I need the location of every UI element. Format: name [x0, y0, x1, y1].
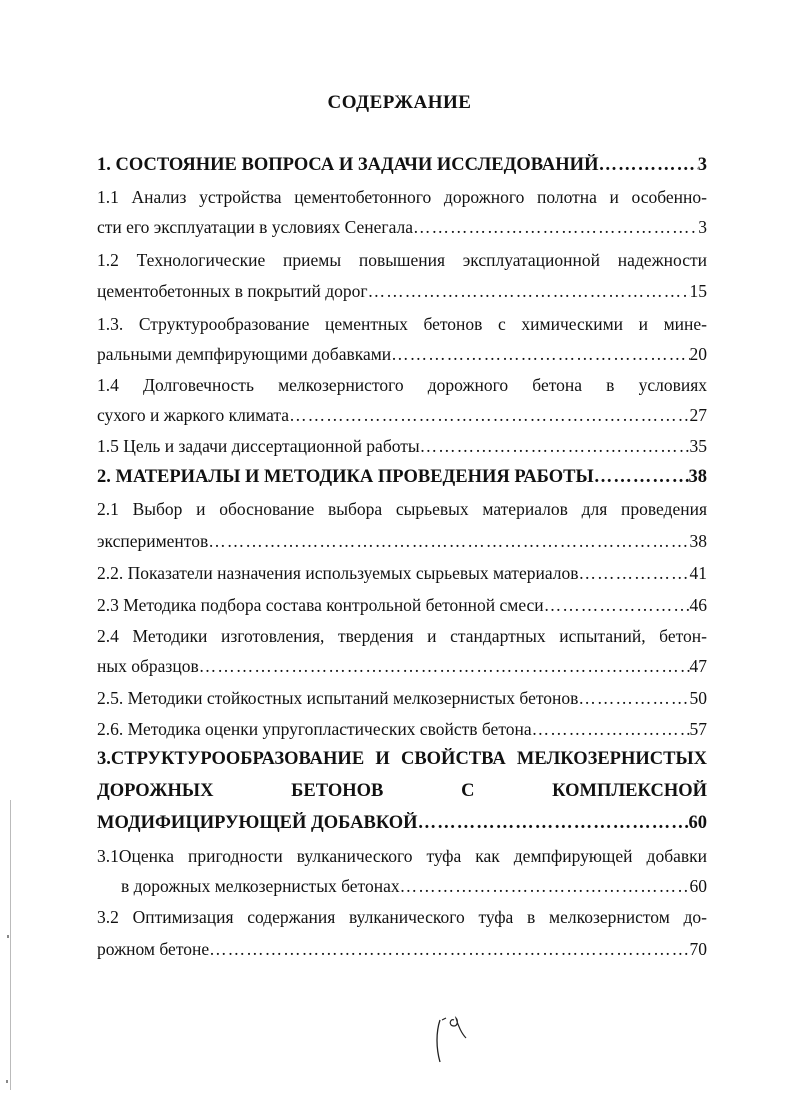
toc-page: 3 — [698, 217, 707, 237]
toc-page: 38 — [689, 531, 707, 551]
toc-leader — [420, 435, 690, 457]
toc-entry-1-3-line2 — [97, 343, 707, 365]
toc-text: 1.5 Цель и задачи диссертационной работы — [97, 436, 420, 456]
toc-entry-1-1-line2 — [97, 216, 707, 238]
toc-page: 50 — [689, 688, 707, 708]
toc-leader — [400, 875, 690, 897]
toc-entry-section-3-line2: ДОРОЖНЫХ БЕТОНОВ С КОМПЛЕКСНОЙ — [97, 781, 707, 801]
toc-leader — [199, 655, 690, 677]
toc-leader — [532, 718, 690, 740]
toc-entry-2-4-line1: 2.4 Методики изготовления, твердения и стандартных испытаний, бетон- — [97, 626, 707, 646]
toc-entry-3-2-line1: 3.2 Оптимизация содержания вулканического туфа в мелкозернистом до- — [97, 907, 707, 927]
toc-entry-1-4-line2 — [97, 404, 707, 426]
toc-entry-2-4-line2 — [97, 655, 707, 677]
toc-leader — [418, 812, 689, 834]
toc-text: 2.2. Показатели назначения используемых сырьевых материалов — [97, 563, 579, 583]
scan-speck — [6, 1080, 8, 1083]
toc-text: экспериментов — [97, 531, 209, 551]
toc-leader — [544, 594, 690, 616]
toc-entry-1-2-line1: 1.2 Технологические приемы повышения эксплуатационной надежности — [97, 250, 707, 270]
toc-entry-2-1-line1: 2.1 Выбор и обоснование выбора сырьевых материалов для проведения — [97, 499, 707, 519]
toc-leader — [579, 562, 690, 584]
toc-page: 46 — [689, 595, 707, 615]
toc-entry-2-5 — [97, 687, 707, 709]
toc-entry-1-5 — [97, 435, 707, 457]
toc-page: 60 — [689, 876, 707, 896]
toc-leader — [289, 404, 689, 426]
toc-leader — [578, 687, 689, 709]
toc-entry-1-4-line1: 1.4 Долговечность мелкозернистого дорожного бетона в условиях — [97, 375, 707, 395]
toc-text: 2.6. Методика оценки упругопластических свойств бетона — [97, 719, 532, 739]
toc-entry-1-1-line1: 1.1 Анализ устройства цементобетонного дорожного полотна и особенно- — [97, 187, 707, 207]
toc-page: 70 — [689, 939, 707, 959]
page-title: СОДЕРЖАНИЕ — [327, 92, 472, 113]
toc-text: цементобетонных в покрытий дорог — [97, 281, 368, 301]
scan-edge-line — [10, 800, 11, 1090]
toc-entry-1-2-line2 — [97, 280, 707, 302]
toc-text: 2.3 Методика подбора состава контрольной бетонной смеси — [97, 595, 544, 615]
toc-text: 2. МАТЕРИАЛЫ И МЕТОДИКА ПРОВЕДЕНИЯ РАБОТЫ — [97, 467, 594, 487]
toc-text: рожном бетоне — [97, 939, 210, 959]
toc-text: в дорожных мелкозернистых бетонах — [121, 876, 400, 896]
toc-text: ных образцов — [97, 656, 199, 676]
toc-text: сухого и жаркого климата — [97, 405, 290, 425]
toc-page: 35 — [689, 436, 707, 456]
toc-entry-3-2-line2 — [97, 938, 707, 960]
toc-page: 57 — [689, 719, 707, 739]
toc-page: 20 — [689, 344, 707, 364]
toc-page: 41 — [689, 563, 707, 583]
toc-text: МОДИФИЦИРУЮЩЕЙ ДОБАВКОЙ — [97, 813, 418, 833]
toc-page: 47 — [689, 656, 707, 676]
toc-page: 27 — [689, 405, 707, 425]
toc-text: 2.5. Методики стойкостных испытаний мелкозернистых бетонов — [97, 688, 579, 708]
toc-text: 1. СОСТОЯНИЕ ВОПРОСА И ЗАДАЧИ ИССЛЕДОВАНИЙ — [97, 155, 599, 175]
toc-entry-3-1-line2 — [121, 875, 707, 897]
toc-entry-3-1-line1: 3.1Оценка пригодности вулканического туфа как демпфирующей добавки — [97, 846, 707, 866]
toc-leader — [391, 343, 689, 365]
toc-entry-2-3 — [97, 594, 707, 616]
toc-leader — [208, 530, 689, 552]
toc-entry-section-2 — [97, 466, 707, 488]
toc-page: 38 — [688, 467, 707, 487]
toc-leader — [598, 154, 697, 176]
toc-entry-2-6 — [97, 718, 707, 740]
toc-page: 60 — [688, 813, 707, 833]
toc-page: 15 — [689, 281, 707, 301]
toc-entry-2-1-line2 — [97, 530, 707, 552]
toc-text: сти его эксплуатации в условиях Сенегала — [97, 217, 413, 237]
toc-leader — [368, 280, 690, 302]
toc-leader — [413, 216, 698, 238]
toc-text: ральными демпфирующими добавками — [97, 344, 392, 364]
handwritten-mark — [432, 1012, 472, 1068]
toc-entry-1-3-line1: 1.3. Структурообразование цементных бетонов с химическими и мине- — [97, 314, 707, 334]
toc-entry-section-1 — [97, 154, 707, 176]
toc-leader — [594, 466, 689, 488]
toc-entry-section-3-line3 — [97, 812, 707, 834]
toc-leader — [209, 938, 689, 960]
toc-entry-section-3-line1: 3.СТРУКТУРООБРАЗОВАНИЕ И СВОЙСТВА МЕЛКОЗЕРНИСТЫХ — [97, 749, 707, 769]
toc-entry-2-2 — [97, 562, 707, 584]
scan-speck — [7, 935, 9, 938]
toc-page: 3 — [697, 155, 707, 175]
